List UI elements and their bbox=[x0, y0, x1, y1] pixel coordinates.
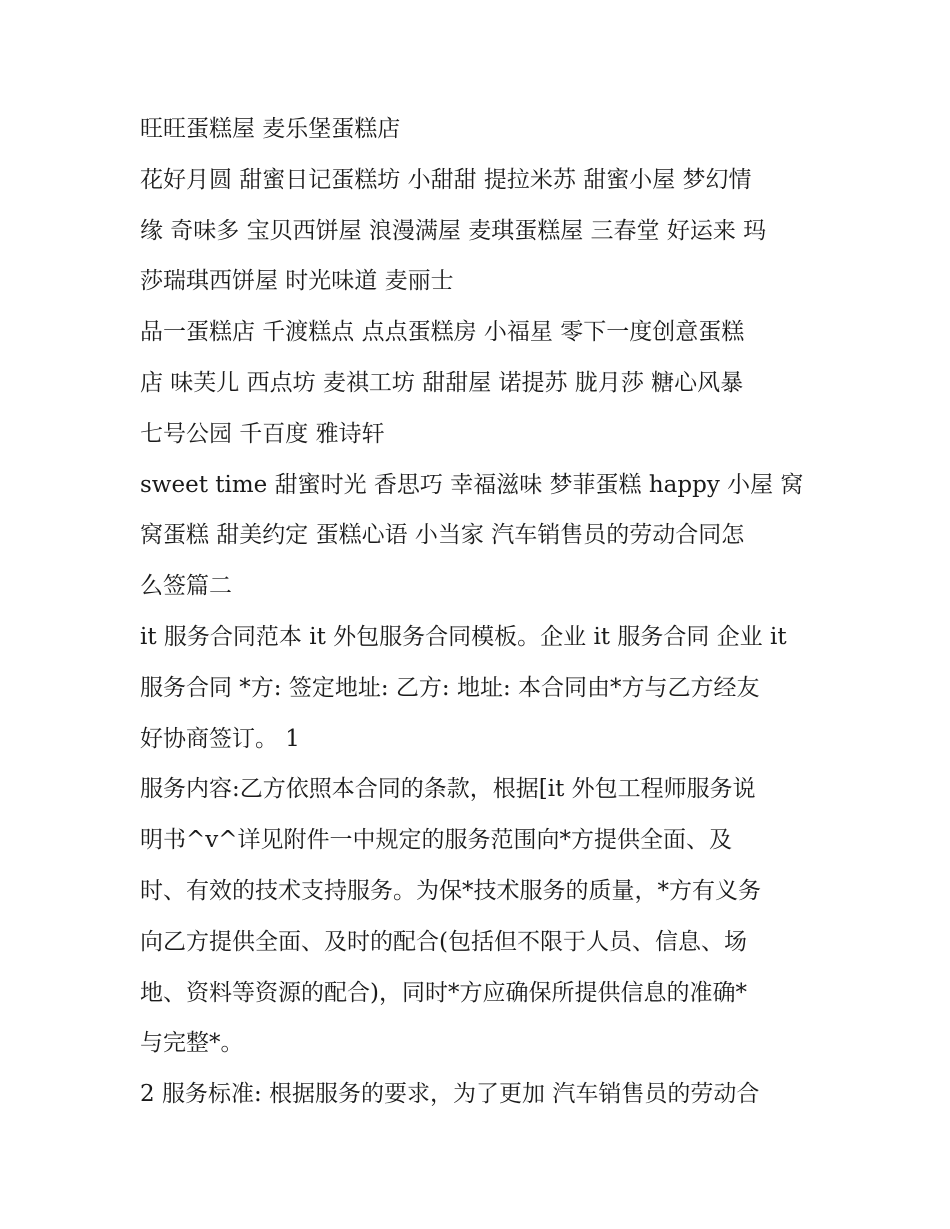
text-line: it 服务合同范本 it 外包服务合同模板。企业 it 服务合同 企业 it bbox=[140, 623, 787, 650]
text-line: sweet time 甜蜜时光 香思巧 幸福滋味 梦菲蛋糕 happy 小屋 窝 bbox=[140, 471, 804, 498]
paragraph-6 bbox=[140, 764, 820, 1069]
paragraph-1 bbox=[140, 104, 820, 155]
text-line: 莎瑞琪西饼屋 时光味道 麦丽士 bbox=[140, 268, 454, 295]
text-line: 服务合同 *方: 签定地址: 乙方: 地址: 本合同由*方与乙方经友 bbox=[140, 674, 760, 701]
text-line: 缘 奇味多 宝贝西饼屋 浪漫满屋 麦琪蛋糕屋 三春堂 好运来 玛 bbox=[140, 217, 767, 244]
text-line: 向乙方提供全面、及时的配合(包括但不限于人员、信息、场 bbox=[140, 928, 747, 955]
text-line: 2 服务标准: 根据服务的要求，为了更加 汽车销售员的劳动合 bbox=[140, 1081, 760, 1108]
text-line: 旺旺蛋糕屋 麦乐堡蛋糕店 bbox=[140, 116, 401, 142]
text-line: 么签篇二 bbox=[140, 573, 232, 600]
paragraph-3 bbox=[140, 307, 820, 459]
paragraph-2 bbox=[140, 155, 820, 307]
paragraph-5 bbox=[140, 612, 820, 764]
text-line: 花好月圆 甜蜜日记蛋糕坊 小甜甜 提拉米苏 甜蜜小屋 梦幻情 bbox=[140, 166, 752, 193]
document-body bbox=[140, 104, 820, 1120]
text-line: 服务内容:乙方依照本合同的条款，根据[it 外包工程师服务说 bbox=[140, 776, 756, 803]
paragraph-7 bbox=[140, 1069, 820, 1120]
text-line: 好协商签订。 1 bbox=[140, 725, 300, 752]
text-line: 店 味芙儿 西点坊 麦祺工坊 甜甜屋 诺提苏 胧月莎 糖心风暴 bbox=[140, 369, 744, 396]
text-line: 与完整*。 bbox=[140, 1030, 244, 1057]
text-line: 地、资料等资源的配合)，同时*方应确保所提供信息的准确* bbox=[140, 979, 747, 1006]
text-line: 时、有效的技术支持服务。为保*技术服务的质量，*方有义务 bbox=[140, 877, 761, 904]
paragraph-4 bbox=[140, 460, 820, 612]
text-line: 窝蛋糕 甜美约定 蛋糕心语 小当家 汽车销售员的劳动合同怎 bbox=[140, 522, 745, 549]
text-line: 明书^v^详见附件一中规定的服务范围向*方提供全面、及 bbox=[140, 827, 733, 854]
text-line: 七号公园 千百度 雅诗轩 bbox=[140, 420, 385, 447]
text-line: 品一蛋糕店 千渡糕点 点点蛋糕房 小福星 零下一度创意蛋糕 bbox=[140, 319, 745, 346]
